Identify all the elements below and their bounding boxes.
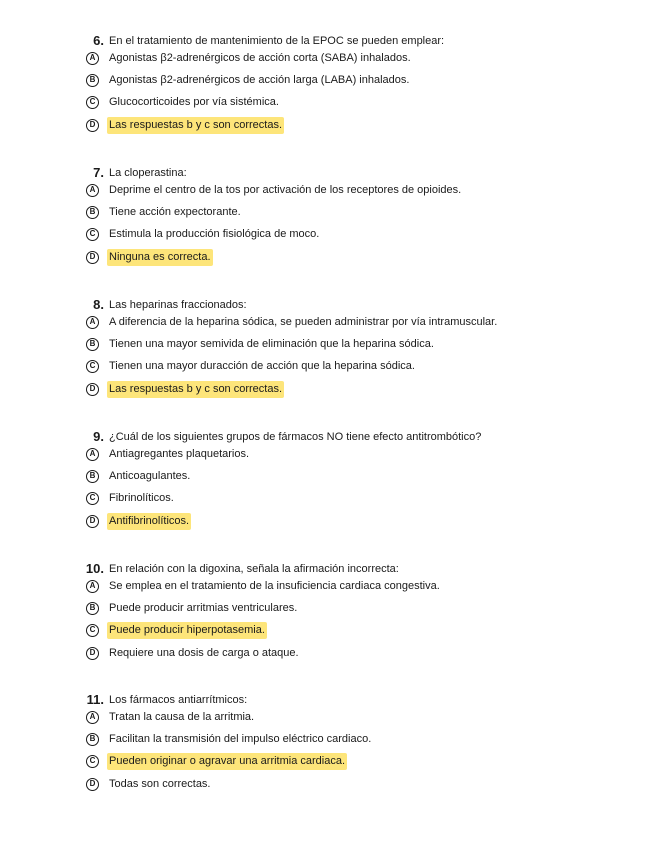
- option-letter-badge: D: [86, 778, 99, 791]
- option-letter-badge: B: [86, 733, 99, 746]
- option-letter-badge: A: [86, 711, 99, 724]
- question-text: ¿Cuál de los siguientes grupos de fármacos NO tiene efecto antitrombótico?: [109, 431, 482, 443]
- option-c[interactable]: [0, 226, 654, 248]
- option-b[interactable]: [0, 72, 654, 94]
- option-letter-badge: B: [86, 338, 99, 351]
- question-number: 6.: [93, 33, 104, 48]
- option-letter-badge: C: [86, 755, 99, 768]
- option-c[interactable]: [0, 490, 654, 512]
- option-letter-badge: C: [86, 96, 99, 109]
- option-b[interactable]: [0, 600, 654, 622]
- option-text: Se emplea en el tratamiento de la insuficiencia cardiaca congestiva.: [109, 580, 440, 592]
- option-a[interactable]: [0, 50, 654, 72]
- option-letter-badge: A: [86, 448, 99, 461]
- question-9: [0, 428, 654, 535]
- option-text: Requiere una dosis de carga o ataque.: [109, 646, 299, 659]
- option-letter-badge: A: [86, 184, 99, 197]
- option-text: Puede producir hiperpotasemia.: [107, 622, 267, 639]
- option-d[interactable]: [0, 513, 654, 535]
- question-text: Las heparinas fraccionados:: [109, 299, 247, 311]
- option-text: Antiagregantes plaquetarios.: [109, 448, 250, 460]
- option-a[interactable]: [0, 709, 654, 731]
- option-c[interactable]: [0, 358, 654, 380]
- option-letter-badge: C: [86, 360, 99, 373]
- option-text: Pueden originar o agravar una arritmia cardiaca.: [107, 753, 347, 770]
- question-6: [0, 32, 654, 139]
- option-letter-badge: B: [86, 74, 99, 87]
- option-letter-badge: D: [86, 119, 99, 132]
- option-text: A diferencia de la heparina sódica, se pueden administrar por vía intramuscular.: [109, 316, 498, 328]
- option-b[interactable]: [0, 336, 654, 358]
- option-text: Tienen una mayor semivida de eliminación que la heparina sódica.: [109, 338, 434, 351]
- option-text: Anticoagulantes.: [109, 470, 191, 483]
- option-letter-badge: A: [86, 580, 99, 593]
- option-c[interactable]: [0, 753, 654, 775]
- option-letter-badge: D: [86, 515, 99, 528]
- option-letter-badge: C: [86, 624, 99, 637]
- option-letter-badge: A: [86, 52, 99, 65]
- option-text: Las respuestas b y c son correctas.: [107, 117, 284, 134]
- option-text: Deprime el centro de la tos por activación de los receptores de opioides.: [109, 184, 462, 196]
- question-text: La cloperastina:: [109, 167, 187, 179]
- question-text: En relación con la digoxina, señala la afirmación incorrecta:: [109, 563, 399, 575]
- option-a[interactable]: [0, 578, 654, 600]
- question-11: [0, 691, 654, 798]
- option-letter-badge: B: [86, 470, 99, 483]
- option-text: Facilitan la transmisión del impulso eléctrico cardiaco.: [109, 733, 372, 746]
- option-text: Tratan la causa de la arritmia.: [109, 711, 255, 723]
- question-text: Los fármacos antiarrítmicos:: [109, 694, 248, 706]
- question-8: [0, 296, 654, 403]
- option-c[interactable]: [0, 622, 654, 644]
- option-b[interactable]: [0, 468, 654, 490]
- option-letter-badge: A: [86, 316, 99, 329]
- option-text: Glucocorticoides por vía sistémica.: [109, 96, 279, 109]
- option-a[interactable]: [0, 314, 654, 336]
- question-text: En el tratamiento de mantenimiento de la EPOC se pueden emplear:: [109, 35, 445, 47]
- option-letter-badge: C: [86, 492, 99, 505]
- option-letter-badge: D: [86, 251, 99, 264]
- option-text: Tienen una mayor duracción de acción que la heparina sódica.: [109, 360, 415, 373]
- option-b[interactable]: [0, 731, 654, 753]
- option-a[interactable]: [0, 446, 654, 468]
- question-number: 9.: [93, 429, 104, 444]
- option-d[interactable]: [0, 249, 654, 271]
- option-text: Fibrinolíticos.: [109, 492, 174, 505]
- option-text: Estimula la producción fisiológica de moco.: [109, 228, 320, 241]
- option-letter-badge: D: [86, 383, 99, 396]
- option-letter-badge: B: [86, 602, 99, 615]
- question-7: [0, 164, 654, 271]
- option-d[interactable]: [0, 381, 654, 403]
- option-text: Agonistas β2-adrenérgicos de acción corta (SABA) inhalados.: [109, 52, 411, 64]
- option-text: Todas son correctas.: [109, 777, 211, 790]
- option-a[interactable]: [0, 182, 654, 204]
- question-number: 7.: [93, 165, 104, 180]
- option-d[interactable]: [0, 776, 654, 798]
- option-text: Agonistas β2-adrenérgicos de acción larga (LABA) inhalados.: [109, 74, 410, 87]
- question-number: 8.: [93, 297, 104, 312]
- question-number: 11.: [86, 692, 104, 707]
- option-b[interactable]: [0, 204, 654, 226]
- option-text: Las respuestas b y c son correctas.: [107, 381, 284, 398]
- option-text: Antifibrinolíticos.: [107, 513, 191, 530]
- question-number: 10.: [85, 561, 104, 576]
- option-letter-badge: D: [86, 647, 99, 660]
- option-text: Ninguna es correcta.: [107, 249, 213, 266]
- option-d[interactable]: [0, 645, 654, 667]
- option-letter-badge: B: [86, 206, 99, 219]
- option-letter-badge: C: [86, 228, 99, 241]
- option-text: Puede producir arritmias ventriculares.: [109, 602, 298, 615]
- option-c[interactable]: [0, 94, 654, 116]
- option-text: Tiene acción expectorante.: [109, 206, 241, 219]
- option-d[interactable]: [0, 117, 654, 139]
- question-10: [0, 560, 654, 667]
